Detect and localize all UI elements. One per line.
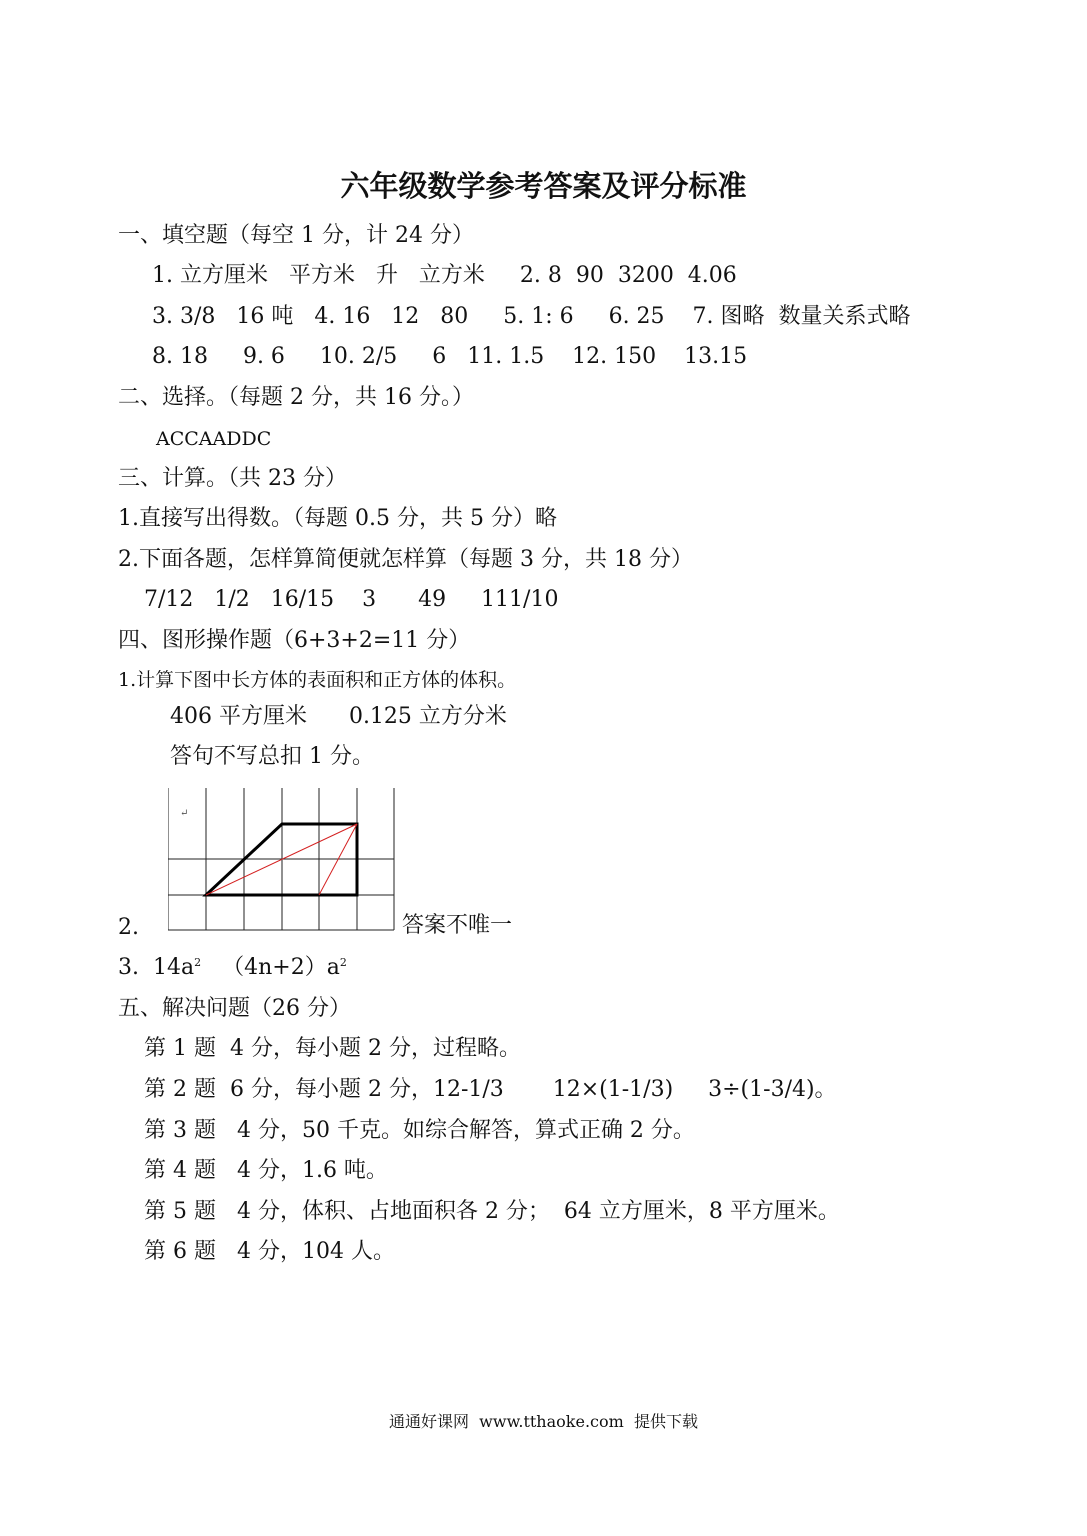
- section-1-row-3: 8. 18 9. 6 10. 2/5 6 11. 1.5 12. 150 13.15: [152, 344, 748, 369]
- q3-answer-b: （4n+2）a: [222, 955, 340, 980]
- section-5-item-6: 第 6 题 4 分，104 人。: [144, 1239, 395, 1264]
- section-1-row-1: 1. 立方厘米 平方米 升 立方米 2. 8 90 3200 4.06: [152, 263, 737, 288]
- section-1-heading: 一、填空题（每空 1 分，计 24 分）: [118, 223, 474, 248]
- section-3-question-2: 2.下面各题，怎样算简便就怎样算（每题 3 分，共 18 分）: [118, 547, 693, 572]
- section-5-item-3: 第 3 题 4 分，50 千克。如综合解答，算式正确 2 分。: [144, 1118, 695, 1143]
- section-4-q2-number: 2.: [118, 915, 139, 940]
- section-4-question-1: 1.计算下图中长方体的表面积和正方体的体积。: [118, 669, 517, 691]
- section-5-item-1: 第 1 题 4 分，每小题 2 分，过程略。: [144, 1036, 521, 1061]
- section-3-question-1: 1.直接写出得数。（每题 0.5 分，共 5 分）略: [118, 506, 557, 531]
- q3-exponent-a: 2: [194, 956, 202, 969]
- section-4-q3: [118, 954, 347, 982]
- page-title: 六年级数学参考答案及评分标准: [340, 169, 747, 203]
- section-3-answers: 7/12 1/2 16/15 3 49 111/10: [144, 587, 559, 612]
- q3-number: 3.: [118, 955, 139, 980]
- q3-exponent-b: 2: [339, 956, 347, 969]
- section-5-item-2: 第 2 题 6 分，每小题 2 分，12-1/3 12×(1-1/3) 3÷(1-3/4)。: [144, 1077, 837, 1102]
- grid-figure: [168, 788, 396, 932]
- section-3-heading: 三、计算。（共 23 分）: [118, 466, 347, 491]
- section-2-answers: ACCAADDC: [156, 428, 272, 450]
- section-4-q2-note: 答案不唯一: [402, 913, 513, 938]
- section-1-row-2: 3. 3/8 16 吨 4. 16 12 80 5. 1: 6 6. 25 7. 图略 数量关系式略: [152, 304, 911, 329]
- section-4-heading: 四、图形操作题（6+3+2=11 分）: [118, 628, 471, 653]
- grid-lines: [168, 788, 394, 930]
- section-2-heading: 二、选择。（每题 2 分，共 16 分。）: [118, 385, 474, 410]
- q3-answer-a: 14a: [153, 955, 195, 980]
- return-mark-icon: ↵: [180, 808, 189, 819]
- section-5-item-5: 第 5 题 4 分，体积、占地面积各 2 分； 64 立方厘米，8 平方厘米。: [144, 1199, 840, 1224]
- footer-text: 通通好课网 www.tthaoke.com 提供下载: [389, 1412, 698, 1431]
- section-4-q1-note: 答句不写总扣 1 分。: [170, 744, 374, 769]
- section-5-heading: 五、解决问题（26 分）: [118, 996, 351, 1021]
- section-5-item-4: 第 4 题 4 分，1.6 吨。: [144, 1158, 388, 1183]
- section-4-q1-answer: 406 平方厘米 0.125 立方分米: [170, 704, 507, 729]
